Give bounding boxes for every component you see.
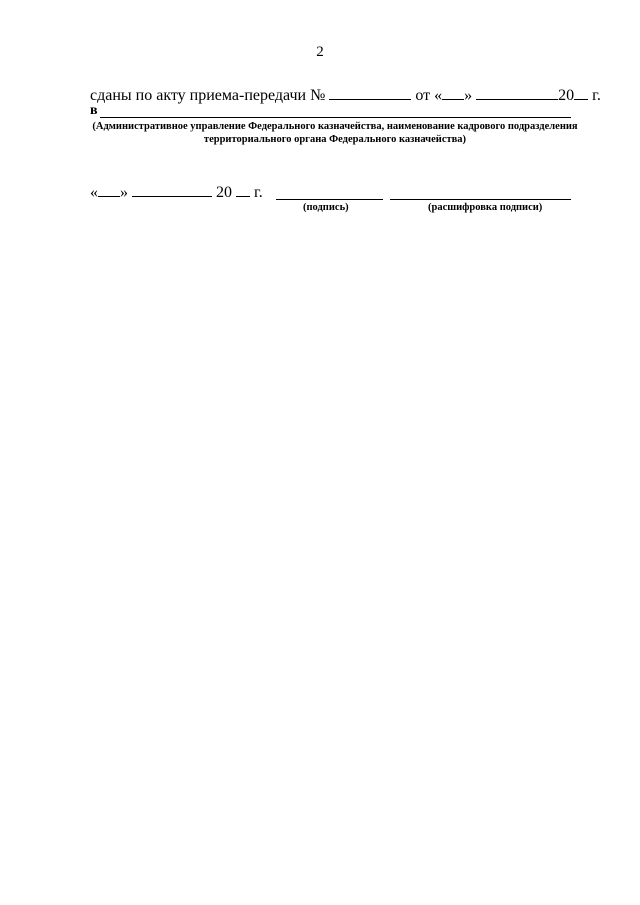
- act-year-blank[interactable]: [574, 85, 588, 100]
- date-close-quote: »: [120, 184, 128, 201]
- act-year-prefix: 20: [558, 87, 575, 104]
- act-quote-close: »: [464, 87, 473, 104]
- date-year-prefix: 20: [216, 184, 232, 201]
- date-open-quote: «: [90, 184, 98, 201]
- date-month-blank[interactable]: [132, 182, 212, 197]
- act-year-suffix: г.: [592, 87, 601, 104]
- date-line: [90, 182, 263, 202]
- signature-caption: (подпись): [303, 202, 349, 213]
- act-number-blank[interactable]: [329, 85, 411, 100]
- act-transfer-text: сданы по акту приема-передачи №: [90, 87, 326, 104]
- signature-decryption-blank[interactable]: [390, 199, 571, 200]
- recipient-prefix: в: [90, 103, 98, 118]
- act-month-blank[interactable]: [476, 85, 558, 100]
- signature-decryption-caption: (расшифровка подписи): [428, 202, 543, 213]
- date-year-blank[interactable]: [236, 182, 250, 197]
- recipient-blank[interactable]: [100, 117, 571, 118]
- recipient-caption-2: территориального органа Федерального казначейства): [203, 134, 467, 145]
- recipient-caption-1: (Административное управление Федерального казначейства, наименование кадрового подразделения: [92, 121, 578, 132]
- signature-blank[interactable]: [276, 199, 383, 200]
- act-from-label: от «: [415, 87, 443, 104]
- date-day-blank[interactable]: [98, 182, 120, 197]
- page-number: 2: [316, 44, 324, 60]
- date-year-suffix: г.: [254, 184, 263, 201]
- act-transfer-line: [90, 85, 601, 105]
- act-day-blank[interactable]: [442, 85, 464, 100]
